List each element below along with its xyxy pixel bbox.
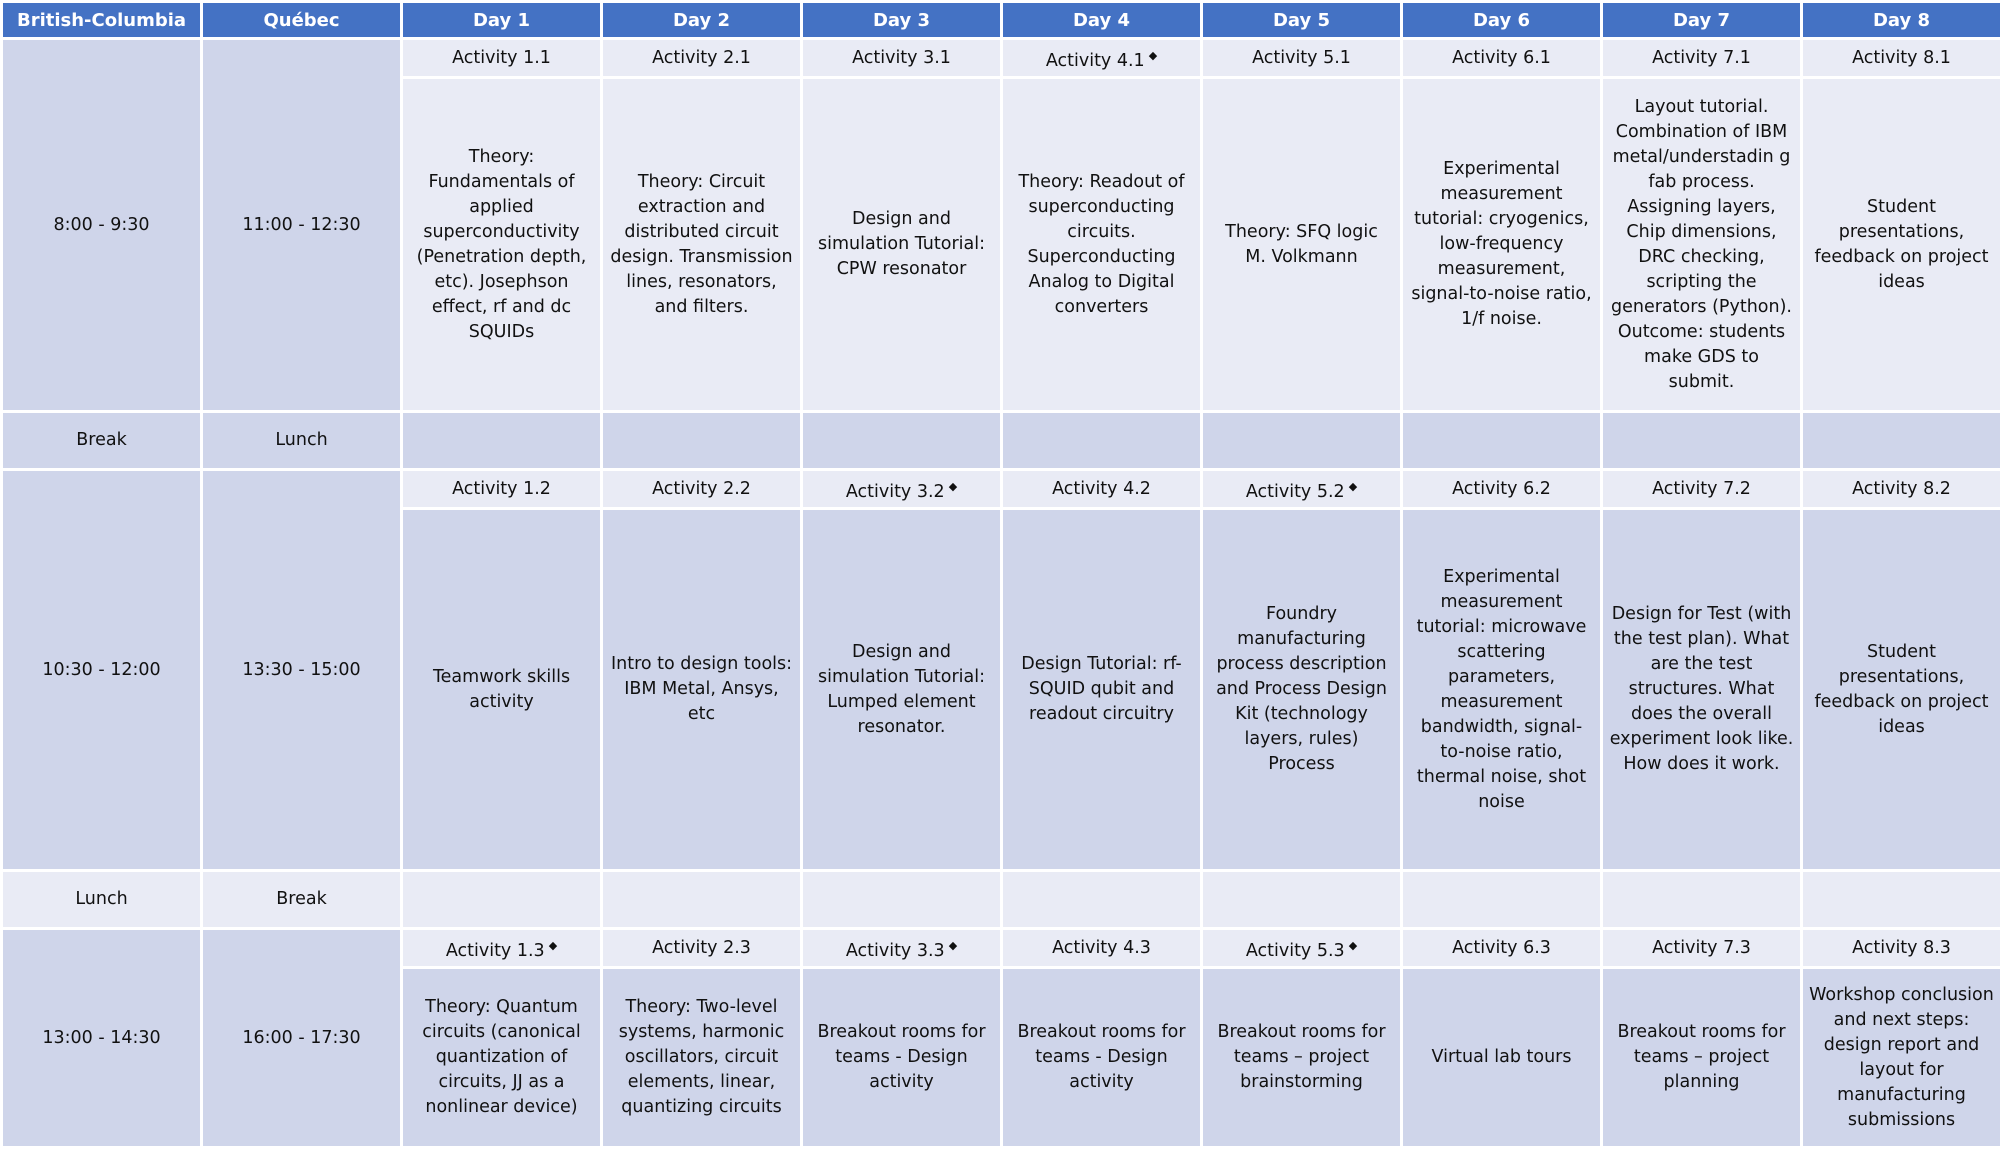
activity-description-cell: Experimental measurement tutorial: microwave scattering parameters, measurement bandwidth, signal-to-noise ratio, thermal noise, shot noise (1402, 509, 1602, 871)
activity-label: Activity 6.1 (1452, 47, 1551, 68)
activity-label: Activity 1.1 (452, 47, 551, 68)
activity-label-cell (402, 929, 602, 968)
header-day-6: Day 6 (1402, 2, 1602, 39)
activity-label: Activity 7.3 (1652, 937, 1751, 958)
activity-label-cell (1002, 39, 1202, 78)
header-day-4: Day 4 (1002, 2, 1202, 39)
activity-label: Activity 1.3 (445, 940, 545, 961)
header-day-7: Day 7 (1602, 2, 1802, 39)
activity-label-cell (1002, 929, 1202, 968)
activity-label: Activity 2.3 (652, 937, 751, 958)
activity-label-cell (1402, 929, 1602, 968)
qc-break-cell: Lunch (202, 412, 402, 470)
break-empty-cell (1402, 871, 1602, 929)
diamond-marker-icon: ◆ (948, 479, 958, 493)
header-day-5: Day 5 (1202, 2, 1402, 39)
activity-label: Activity 8.1 (1852, 47, 1951, 68)
activity-description-cell: Experimental measurement tutorial: cryogenics, low-frequency measurement, signal-to-noise ratio, 1/f noise. (1402, 78, 1602, 412)
activity-description-cell: Theory: Fundamentals of applied superconductivity (Penetration depth, etc). Josephson effect, rf and dc SQUIDs (402, 78, 602, 412)
activity-label-cell (1402, 470, 1602, 509)
break-row (2, 412, 2000, 470)
qc-time-cell: 11:00 - 12:30 (202, 39, 402, 412)
activity-description-cell: Breakout rooms for teams - Design activity (1002, 968, 1202, 1148)
break-empty-cell (1002, 871, 1202, 929)
activity-label-row (2, 39, 2000, 78)
break-empty-cell (802, 412, 1002, 470)
bc-break-cell: Lunch (2, 871, 202, 929)
break-empty-cell (1602, 412, 1802, 470)
activity-description-cell: Intro to design tools: IBM Metal, Ansys, etc (602, 509, 802, 871)
activity-label: Activity 4.3 (1052, 937, 1151, 958)
break-empty-cell (602, 871, 802, 929)
break-row (2, 871, 2000, 929)
break-empty-cell (1402, 412, 1602, 470)
activity-label: Activity 5.3 (1245, 940, 1345, 961)
activity-label-cell (1202, 929, 1402, 968)
activity-label-row (2, 929, 2000, 968)
activity-description-cell: Student presentations, feedback on project ideas (1802, 78, 2000, 412)
diamond-marker-icon: ◆ (548, 938, 558, 952)
activity-label: Activity 8.3 (1852, 937, 1951, 958)
break-empty-cell (1602, 871, 1802, 929)
activity-label-row (2, 470, 2000, 509)
activity-description-cell: Theory: Quantum circuits (canonical quantization of circuits, JJ as a nonlinear device) (402, 968, 602, 1148)
header-day-2: Day 2 (602, 2, 802, 39)
activity-label-cell (1602, 929, 1802, 968)
activity-description-cell: Design for Test (with the test plan). What are the test structures. What does the overall experiment look like. How does it work. (1602, 509, 1802, 871)
header-british-columbia: British-Columbia (2, 2, 202, 39)
activity-description-cell: Workshop conclusion and next steps: design report and layout for manufacturing submissions (1802, 968, 2000, 1148)
activity-description-cell: Teamwork skills activity (402, 509, 602, 871)
bc-time-cell: 13:00 - 14:30 (2, 929, 202, 1148)
activity-label: Activity 3.1 (852, 47, 951, 68)
activity-label-cell (602, 929, 802, 968)
activity-label: Activity 2.1 (652, 47, 751, 68)
activity-label: Activity 6.3 (1452, 937, 1551, 958)
diamond-marker-icon: ◆ (1348, 938, 1358, 952)
bc-time-cell: 8:00 - 9:30 (2, 39, 202, 412)
activity-label: Activity 7.1 (1652, 47, 1751, 68)
break-empty-cell (1202, 412, 1402, 470)
activity-label: Activity 5.2 (1245, 481, 1345, 502)
qc-time-cell: 13:30 - 15:00 (202, 470, 402, 871)
diamond-marker-icon: ◆ (948, 938, 958, 952)
break-empty-cell (402, 412, 602, 470)
activity-label: Activity 4.2 (1052, 478, 1151, 499)
break-empty-cell (1002, 412, 1202, 470)
diamond-marker-icon: ◆ (1348, 479, 1358, 493)
break-empty-cell (402, 871, 602, 929)
qc-time-cell: 16:00 - 17:30 (202, 929, 402, 1148)
activity-description-cell: Theory: Two-level systems, harmonic oscillators, circuit elements, linear, quantizing circuits (602, 968, 802, 1148)
activity-label-cell (602, 470, 802, 509)
activity-description-cell: Breakout rooms for teams - Design activity (802, 968, 1002, 1148)
activity-label: Activity 4.1 (1045, 50, 1145, 71)
activity-label: Activity 5.1 (1252, 47, 1351, 68)
activity-label-cell (1802, 39, 2000, 78)
activity-label-cell (802, 39, 1002, 78)
activity-label: Activity 1.2 (452, 478, 551, 499)
qc-break-cell: Break (202, 871, 402, 929)
break-empty-cell (1802, 871, 2000, 929)
header-row (2, 2, 2000, 39)
header-day-8: Day 8 (1802, 2, 2000, 39)
activity-description-cell: Design Tutorial: rf-SQUID qubit and readout circuitry (1002, 509, 1202, 871)
activity-label: Activity 8.2 (1852, 478, 1951, 499)
activity-label-cell (802, 929, 1002, 968)
activity-description-cell: Foundry manufacturing process description and Process Design Kit (technology layers, rules) Process (1202, 509, 1402, 871)
activity-description-cell: Design and simulation Tutorial: CPW resonator (802, 78, 1002, 412)
bc-break-cell: Break (2, 412, 202, 470)
activity-description-cell: Design and simulation Tutorial: Lumped element resonator. (802, 509, 1002, 871)
activity-label-cell (1802, 929, 2000, 968)
activity-description-cell: Virtual lab tours (1402, 968, 1602, 1148)
header-quebec: Québec (202, 2, 402, 39)
activity-label-cell (1202, 39, 1402, 78)
activity-description-cell: Layout tutorial. Combination of IBM metal/understadin g fab process. Assigning layers, Chip dimensions, DRC checking, scripting the generators (Python). Outcome: students make GDS to submit. (1602, 78, 1802, 412)
activity-description-cell: Theory: Readout of superconducting circuits. Superconducting Analog to Digital converters (1002, 78, 1202, 412)
activity-label: Activity 3.2 (845, 481, 945, 502)
bc-time-cell: 10:30 - 12:00 (2, 470, 202, 871)
activity-description-cell: Theory: SFQ logic M. Volkmann (1202, 78, 1402, 412)
activity-label-cell (1602, 39, 1802, 78)
activity-label: Activity 7.2 (1652, 478, 1751, 499)
activity-label-cell (602, 39, 802, 78)
header-day-1: Day 1 (402, 2, 602, 39)
activity-label-cell (1602, 470, 1802, 509)
activity-description-cell: Student presentations, feedback on project ideas (1802, 509, 2000, 871)
header-day-3: Day 3 (802, 2, 1002, 39)
activity-label-cell (1402, 39, 1602, 78)
activity-label-cell (402, 39, 602, 78)
activity-label-cell (1202, 470, 1402, 509)
activity-description-cell: Breakout rooms for teams – project planning (1602, 968, 1802, 1148)
break-empty-cell (1802, 412, 2000, 470)
diamond-marker-icon: ◆ (1148, 48, 1158, 62)
break-empty-cell (1202, 871, 1402, 929)
break-empty-cell (602, 412, 802, 470)
activity-label-cell (402, 470, 602, 509)
activity-description-cell: Theory: Circuit extraction and distributed circuit design. Transmission lines, resonators, and filters. (602, 78, 802, 412)
schedule-body (2, 39, 2000, 1148)
activity-label: Activity 3.3 (845, 940, 945, 961)
activity-label-cell (1802, 470, 2000, 509)
activity-label: Activity 2.2 (652, 478, 751, 499)
activity-description-cell: Breakout rooms for teams – project brainstorming (1202, 968, 1402, 1148)
activity-label: Activity 6.2 (1452, 478, 1551, 499)
activity-label-cell (802, 470, 1002, 509)
activity-label-cell (1002, 470, 1202, 509)
break-empty-cell (802, 871, 1002, 929)
